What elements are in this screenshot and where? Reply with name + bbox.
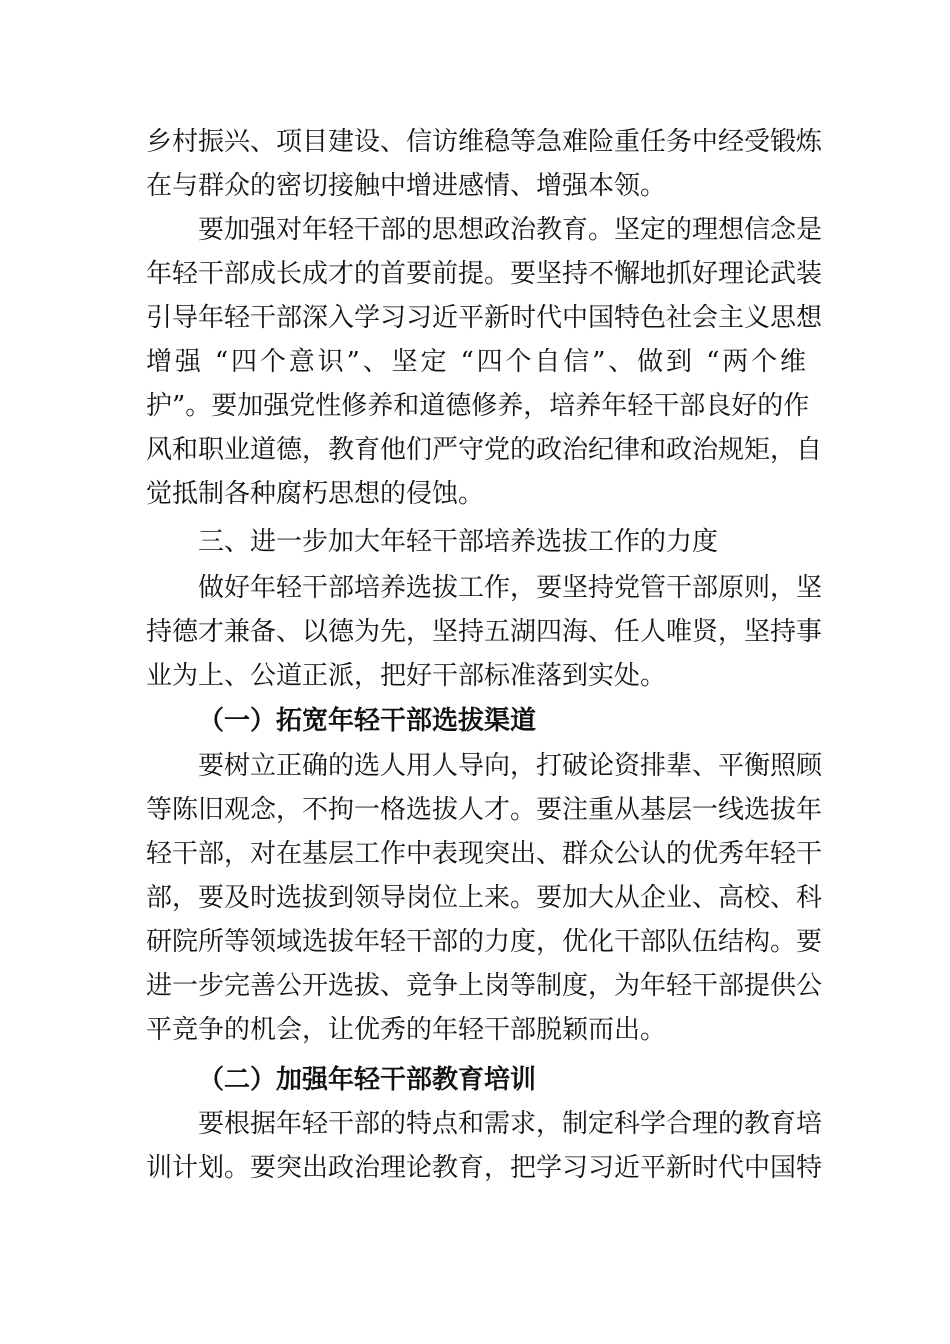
body-text-line: 乡村振兴、项目建设、信访维稳等急难险重任务中经受锻炼 (146, 127, 823, 157)
body-text-line: 等陈旧观念，不拘一格选拔人才。要注重从基层一线选拔年 (146, 795, 823, 825)
body-text-line: 平竞争的机会，让优秀的年轻干部脱颖而出。 (146, 1015, 667, 1045)
body-text-line: 引导年轻干部深入学习习近平新时代中国特色社会主义思想 (146, 303, 823, 333)
body-text-line: 持德才兼备、以德为先，坚持五湖四海、任人唯贤，坚持事 (146, 617, 823, 647)
paragraph-first-line: 要树立正确的选人用人导向，打破论资排辈、平衡照顾 (198, 751, 823, 781)
body-text-line: 训计划。要突出政治理论教育，把学习习近平新时代中国特 (146, 1153, 823, 1183)
paragraph-first-line: 要根据年轻干部的特点和需求，制定科学合理的教育培 (198, 1109, 823, 1139)
body-text-line: 年轻干部成长成才的首要前提。要坚持不懈地抓好理论武装 (146, 259, 823, 289)
body-text-line: 部，要及时选拔到领导岗位上来。要加大从企业、高校、科 (146, 883, 823, 913)
paragraph-first-line: 做好年轻干部培养选拔工作，要坚持党管干部原则，坚 (198, 573, 823, 603)
paragraph-first-line: 要加强对年轻干部的思想政治教育。坚定的理想信念是 (198, 215, 823, 245)
subsection-heading: （一）拓宽年轻干部选拔渠道 (198, 706, 537, 736)
section-heading: 三、进一步加大年轻干部培养选拔工作的力度 (198, 527, 719, 557)
subsection-heading: （二）加强年轻干部教育培训 (198, 1065, 537, 1095)
body-text-line: 轻干部，对在基层工作中表现突出、群众公认的优秀年轻干 (146, 839, 823, 869)
body-text-line: 研院所等领域选拔年轻干部的力度，优化干部队伍结构。要 (146, 927, 823, 957)
body-text-line: 业为上、公道正派，把好干部标准落到实处。 (146, 661, 667, 691)
body-text-line: 觉抵制各种腐朽思想的侵蚀。 (146, 479, 485, 509)
body-text-line: 护”。要加强党性修养和道德修养，培养年轻干部良好的作 (146, 391, 810, 421)
body-text-line: 进一步完善公开选拔、竞争上岗等制度，为年轻干部提供公 (146, 971, 823, 1001)
body-text-line: 增强 “四个意识”、坚定 “四个自信”、做到 “两个维 (146, 347, 806, 377)
body-text-line: 在与群众的密切接触中增进感情、增强本领。 (146, 171, 667, 201)
body-text-line: 风和职业道德，教育他们严守党的政治纪律和政治规矩，自 (146, 435, 823, 465)
